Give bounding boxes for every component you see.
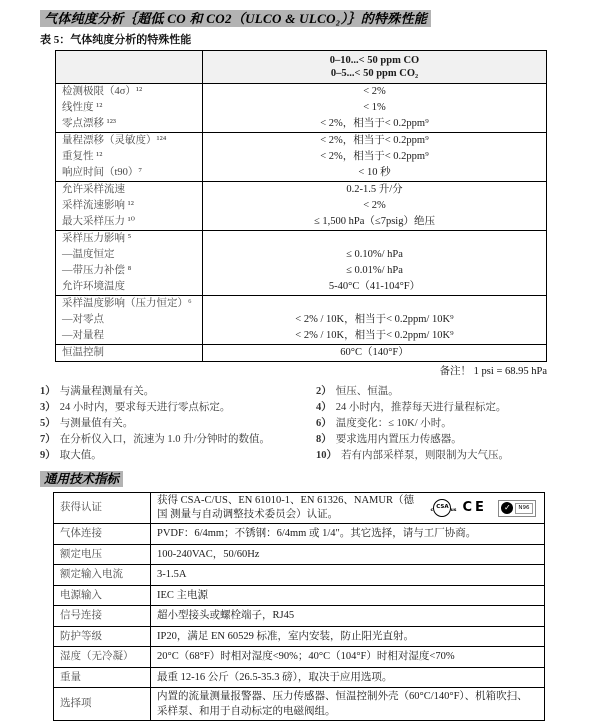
group-sample-temperature (56, 296, 547, 345)
footnote-text: 24 小时内，推荐每天进行量程标定。 (335, 402, 507, 413)
certification-badges (430, 499, 536, 517)
footnote-6 (316, 416, 591, 432)
certification-wrap (157, 494, 538, 522)
table-row (54, 606, 545, 627)
footnote-text: 取大值。 (59, 450, 102, 461)
table-row (54, 626, 545, 647)
certification-text: 获得 CSA-C/US、EN 61010-1、EN 61326、NAMUR（德国 测量与自动调整技术委员会）认证。 (157, 495, 414, 520)
table-row (56, 100, 547, 116)
spec-value: < 2%，相当于< 0.2ppm⁹ (320, 135, 429, 146)
spec-value: < 2%，相当于< 0.2ppm⁹ (320, 118, 429, 129)
c-tick-icon (498, 500, 536, 517)
spec-value: 最重 12-16 公斤（26.5-35.3 磅），取决于应用选项。 (151, 667, 545, 688)
footnote-text: 与测量值有关。 (59, 418, 134, 429)
spec-label: 线性度 ¹² (56, 100, 203, 116)
table-row (56, 84, 547, 101)
footnote-7 (40, 432, 312, 448)
table-row (56, 231, 547, 248)
spec-value: 100-240VAC，50/60Hz (151, 544, 545, 565)
spec-value: < 2% / 10K，相当于< 0.2ppm/ 10K⁹ (295, 314, 454, 325)
table-row (54, 667, 545, 688)
footnote-text: 24 小时内，要求每天进行零点标定。 (59, 402, 231, 413)
spec-label: 采样温度影响（压力恒定）⁶ (56, 296, 203, 313)
header-line-co2: 0–5...< 50 ppm CO₂ (330, 68, 419, 79)
spec-value: 内置的流量测量报警器、压力传感器、恒温控制外壳（60°C/140°F）、机箱吹扫、采样泵、和用于自动标定的电磁阀组。 (151, 688, 545, 721)
spec-value: < 1% (363, 102, 386, 113)
spec-label: 采样流速影响 ¹² (56, 198, 203, 214)
footnote-text: 恒压、恒温。 (335, 386, 399, 397)
footnote-4 (316, 400, 591, 416)
n96-badge: N96 (515, 503, 532, 514)
spec-label: 零点漂移 ¹²³ (56, 116, 203, 133)
spec-value (203, 231, 547, 248)
group-drift (56, 133, 547, 182)
table-row (54, 493, 545, 524)
table-header-row (56, 51, 547, 84)
spec-label: 选择项 (54, 688, 151, 721)
spec-value: PVDF：6/4mm；不锈钢：6/4mm 或 1/4"。其它选择，请与工厂协商。 (151, 524, 545, 545)
spec-value: ≤ 0.01%/ hPa (346, 265, 403, 276)
spec-value: 0.2-1.5 升/分 (346, 184, 403, 195)
table-row (56, 198, 547, 214)
csa-c-label: c (430, 507, 434, 513)
spec-label: 检测极限（4σ）¹² (56, 84, 203, 101)
footnote-text: 要求选用内置压力传感器。 (335, 434, 462, 445)
footnote-1 (40, 384, 312, 400)
table-row (56, 116, 547, 133)
psi-remark: 备注！ 1 psi = 68.95 hPa (439, 366, 547, 377)
footnote-text: 在分析仪入口，流速为 1.0 升/分钟时的数值。 (59, 434, 271, 445)
table-row (56, 133, 547, 150)
spec-label: 最大采样压力 ¹⁰ (56, 214, 203, 231)
footnote-10 (316, 448, 591, 464)
spec-value: IEC 主电源 (151, 585, 545, 606)
footnote-text: 温度变化：≤ 10K/ 小时。 (335, 418, 452, 429)
footnote-number: 2） (316, 386, 332, 397)
certification-cell (151, 493, 545, 524)
spec-label: —对量程 (56, 328, 203, 345)
general-section-title: 通用技术指标 (40, 471, 123, 487)
spec-label: 允许采样流速 (56, 182, 203, 199)
spec-label: 湿度（无冷凝） (54, 647, 151, 668)
csa-icon (430, 499, 457, 517)
tick-icon: ✓ (501, 502, 513, 514)
table-row (56, 165, 547, 182)
table-row (54, 544, 545, 565)
ce-mark-icon: CE (462, 500, 487, 516)
group-thermostat (56, 345, 547, 362)
footnote-number: 4） (316, 402, 332, 413)
footnote-text: 与满量程测量有关。 (59, 386, 155, 397)
footnotes (40, 384, 591, 464)
spec-label: —温度恒定 (56, 247, 203, 263)
spec-value: 5-40°C（41-104°F） (328, 281, 421, 292)
header-line-co: 0–10...< 50 ppm CO (329, 55, 420, 66)
table-row (56, 263, 547, 279)
spec-label: 响应时间（t90）⁷ (56, 165, 203, 182)
table-row (54, 524, 545, 545)
spec-value: ≤ 0.10%/ hPa (346, 249, 403, 260)
spec-label: 气体连接 (54, 524, 151, 545)
spec-label: 重复性 ¹² (56, 149, 203, 165)
spec-label: 允许环境温度 (56, 279, 203, 296)
spec-label: 额定输入电流 (54, 565, 151, 586)
table-row (56, 345, 547, 362)
table5-specs (55, 50, 547, 362)
table-row (56, 328, 547, 345)
spec-value: < 2% (363, 86, 386, 97)
spec-label: 恒温控制 (56, 345, 203, 362)
footnote-number: 8） (316, 434, 332, 445)
footnote-3 (40, 400, 312, 416)
table-row (54, 585, 545, 606)
column-header (203, 51, 547, 84)
footnote-number: 1） (40, 386, 56, 397)
footnote-5 (40, 416, 312, 432)
spec-label: 采样压力影响 ⁵ (56, 231, 203, 248)
footnote-2 (316, 384, 591, 400)
header-empty-cell (56, 51, 203, 84)
footnote-8 (316, 432, 591, 448)
spec-value: 60°C（140°F） (340, 347, 409, 358)
table-row (56, 296, 547, 313)
table-row (56, 279, 547, 296)
table-row (56, 182, 547, 199)
spec-value: < 2%，相当于< 0.2ppm⁹ (320, 151, 429, 162)
spec-value: ≤ 1,500 hPa（≤7psig）绝压 (314, 216, 435, 227)
spec-value: 3-1.5A (151, 565, 545, 586)
page-title: 气体纯度分析｛超低 CO 和 CO2（ULCO & ULCO₂）｝的特殊性能 (40, 10, 431, 27)
spec-label: 量程漂移（灵敏度）¹²⁴ (56, 133, 203, 150)
spec-label: 重量 (54, 667, 151, 688)
spec-value (203, 296, 547, 313)
spec-value: 20°C（68°F）时相对湿度<90%；40°C（104°F）时相对湿度<70% (151, 647, 545, 668)
spec-label: 电源输入 (54, 585, 151, 606)
table-row (54, 688, 545, 721)
footnote-number: 6） (316, 418, 332, 429)
spec-value: IP20，满足 EN 60529 标准，室内安装，防止阳光直射。 (151, 626, 545, 647)
footnote-number: 7） (40, 434, 56, 445)
footnote-number: 5） (40, 418, 56, 429)
spec-label: 防护等级 (54, 626, 151, 647)
spec-value: 超小型接头或螺栓端子，RJ45 (151, 606, 545, 627)
footnote-number: 3） (40, 402, 56, 413)
general-specs-table (53, 492, 545, 721)
spec-label: 额定电压 (54, 544, 151, 565)
table-row (56, 312, 547, 328)
table-row (56, 149, 547, 165)
csa-us-label: us (450, 507, 457, 513)
csa-label: CSA (436, 504, 449, 511)
table-row (54, 647, 545, 668)
group-detection (56, 84, 547, 133)
table-row (54, 565, 545, 586)
table-row (56, 214, 547, 231)
footnote-9 (40, 448, 312, 464)
spec-label: —带压力补偿 ⁸ (56, 263, 203, 279)
group-sample-pressure (56, 231, 547, 296)
spec-label: —对零点 (56, 312, 203, 328)
table-row (56, 247, 547, 263)
spec-value: < 10 秒 (358, 167, 391, 178)
spec-value: < 2% / 10K，相当于< 0.2ppm/ 10K⁹ (295, 330, 454, 341)
spec-label: 信号连接 (54, 606, 151, 627)
footnote-number: 10） (316, 450, 337, 461)
group-sample-flow (56, 182, 547, 231)
table5-caption: 表 5：气体纯度分析的特殊性能 (40, 34, 192, 46)
footnote-text: 若有内部采样泵，则限制为大气压。 (341, 450, 509, 461)
footnote-number: 9） (40, 450, 56, 461)
spec-label: 获得认证 (54, 493, 151, 524)
spec-value: < 2% (363, 200, 386, 211)
